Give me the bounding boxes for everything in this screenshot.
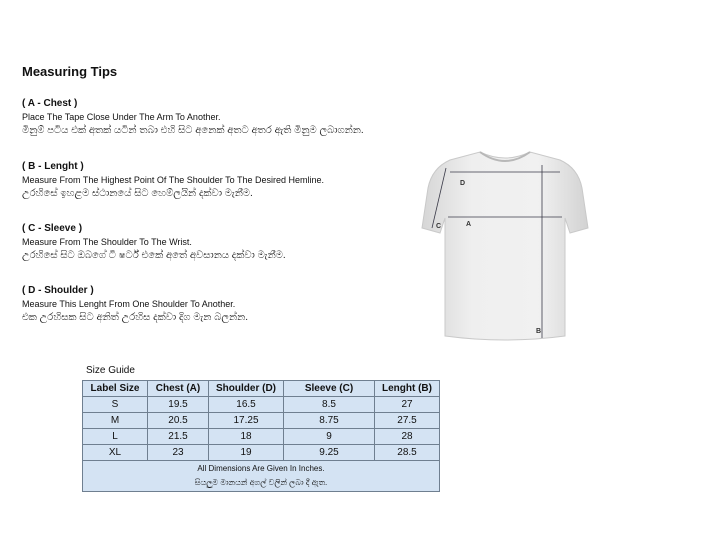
tip-text-sinhala: එක උරහිසක සිට අනිත් උරහිස දක්වා දිග මැන බලන්න. — [22, 312, 249, 323]
table-cell: 28.5 — [375, 445, 440, 461]
table-cell: 17.25 — [209, 413, 284, 429]
table-row — [83, 397, 440, 413]
tip-sleeve — [22, 223, 462, 261]
column-header: Lenght (B) — [375, 381, 440, 397]
table-cell: 27.5 — [375, 413, 440, 429]
tip-text-english: Measure From The Highest Point Of The Shoulder To The Desired Hemline. — [22, 175, 324, 185]
tip-heading: ( B - Lenght ) — [22, 161, 84, 172]
tip-chest — [22, 98, 462, 136]
tshirt-measurement-diagram — [420, 140, 590, 345]
tip-text-english: Place The Tape Close Under The Arm To Another. — [22, 112, 221, 122]
dimensions-note-sinhala: සියලුම මානයන් අගල් වලින් ලබා දී ඇත. — [83, 475, 440, 492]
column-header: Label Size — [83, 381, 148, 397]
diagram-label-b: B — [536, 328, 542, 335]
table-cell: 28 — [375, 429, 440, 445]
table-cell: 8.75 — [284, 413, 375, 429]
table-row — [83, 445, 440, 461]
table-cell: 21.5 — [148, 429, 209, 445]
tip-text-english: Measure From The Shoulder To The Wrist. — [22, 237, 192, 247]
tip-text-sinhala: උරහිසේ සිට ඔබගේ ටී ෂර්ට් එකේ අතේ අවසානය දක්වා මැනීම. — [22, 250, 286, 261]
tip-text-sinhala: උරහිසේ ඉහළම ස්ථානයේ සිට හෙම්ලයින් දක්වා මැනීම. — [22, 188, 253, 199]
tip-heading: ( C - Sleeve ) — [22, 223, 83, 234]
table-cell: S — [83, 397, 148, 413]
table-note-row — [83, 461, 440, 476]
tip-shoulder — [22, 285, 462, 323]
tshirt-icon — [422, 152, 588, 340]
tip-heading: ( A - Chest ) — [22, 98, 78, 109]
table-row — [83, 413, 440, 429]
table-cell: 16.5 — [209, 397, 284, 413]
table-note-row — [83, 475, 440, 492]
tip-heading: ( D - Shoulder ) — [22, 285, 94, 296]
table-cell: 9.25 — [284, 445, 375, 461]
table-cell: 8.5 — [284, 397, 375, 413]
table-header-row — [83, 381, 440, 397]
table-cell: 20.5 — [148, 413, 209, 429]
table-cell: 9 — [284, 429, 375, 445]
page-title: Measuring Tips — [22, 64, 118, 79]
table-cell: 18 — [209, 429, 284, 445]
table-cell: 27 — [375, 397, 440, 413]
column-header: Sleeve (C) — [284, 381, 375, 397]
diagram-label-d: D — [460, 180, 466, 187]
diagram-label-c: C — [436, 223, 442, 230]
column-header: Shoulder (D) — [209, 381, 284, 397]
table-cell: 19 — [209, 445, 284, 461]
column-header: Chest (A) — [148, 381, 209, 397]
tip-length — [22, 161, 462, 199]
table-cell: L — [83, 429, 148, 445]
dimensions-note-english: All Dimensions Are Given In Inches. — [83, 461, 440, 476]
table-cell: XL — [83, 445, 148, 461]
size-guide-table — [82, 380, 440, 492]
tip-text-english: Measure This Lenght From One Shoulder To Another. — [22, 299, 236, 309]
diagram-label-a: A — [466, 221, 472, 228]
table-cell: 23 — [148, 445, 209, 461]
table-cell: 19.5 — [148, 397, 209, 413]
size-guide-label: Size Guide — [86, 365, 135, 376]
tip-text-sinhala: මිනුම් පටිය එක් අතක් යටින් තබා එහි සිට අනෙක් අතට අතර ඇති මිනුම ලබාගන්න. — [22, 125, 364, 136]
table-row — [83, 429, 440, 445]
table-cell: M — [83, 413, 148, 429]
